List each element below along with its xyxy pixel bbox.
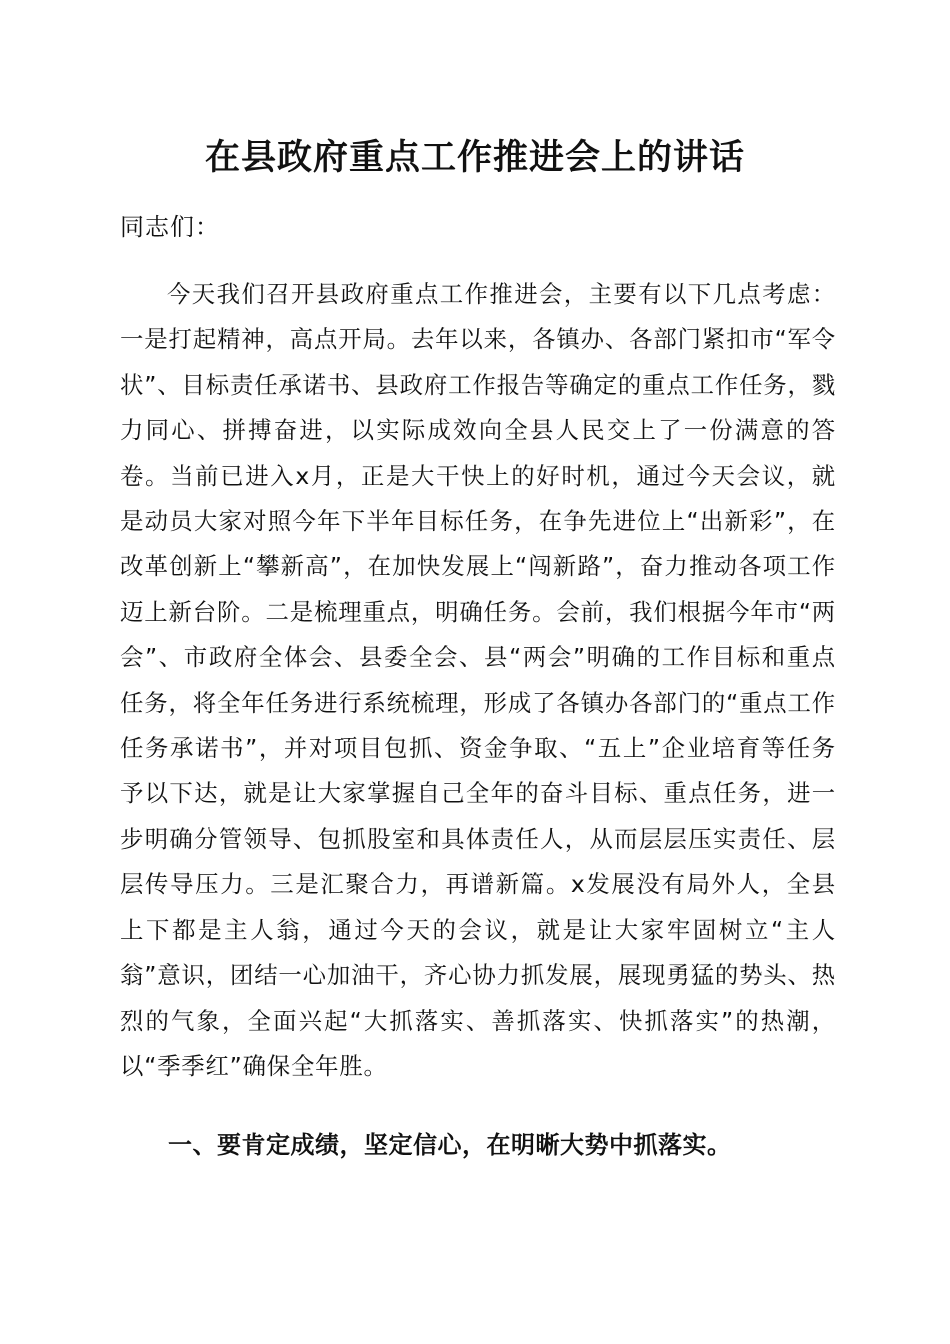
body-paragraph: 今天我们召开县政府重点工作推进会，主要有以下几点考虑：一是打起精神，高点开局。去年以来，各镇办、各部门紧扣市“军令状”、目标责任承诺书、县政府工作报告等确定的重点工作任务，戮力同心、拼搏奋进，以实际成效向全县人民交上了一份满意的答卷。当前已进入x月，正是大干快上的好时机，通过今天会议，就是动员大家对照今年下半年目标任务，在争先进位上“出新彩”，在改革创新上“攀新高”，在加快发展上“闯新路”，奋力推动各项工作迈上新台阶。二是梳理重点，明确任务。会前，我们根据今年市“两会”、市政府全体会、县委全会、县“两会”明确的工作目标和重点任务，将全年任务进行系统梳理，形成了各镇办各部门的“重点工作任务承诺书”，并对项目包抓、资金争取、“五上”企业培育等任务予以下达，就是让大家掌握自己全年的奋斗目标、重点任务，进一步明确分管领导、包抓股室和具体责任人，从而层层压实责任、层层传导压力。三是汇聚合力，再谱新篇。x发展没有局外人，全县上下都是主人翁，通过今天的会议，就是让大家牢固树立“主人翁”意识，团结一心加油干，齐心协力抓发展，展现勇猛的势头、热烈的气象，全面兴起“大抓落实、善抓落实、快抓落实”的热潮，以“季季红”确保全年胜。 bbox=[120, 280, 836, 1080]
document-title: 在县政府重点工作推进会上的讲话 bbox=[204, 137, 745, 178]
section-heading: 一、要肯定成绩，坚定信心，在明晰大势中抓落实。 bbox=[168, 1131, 732, 1159]
salutation: 同志们： bbox=[120, 213, 220, 241]
